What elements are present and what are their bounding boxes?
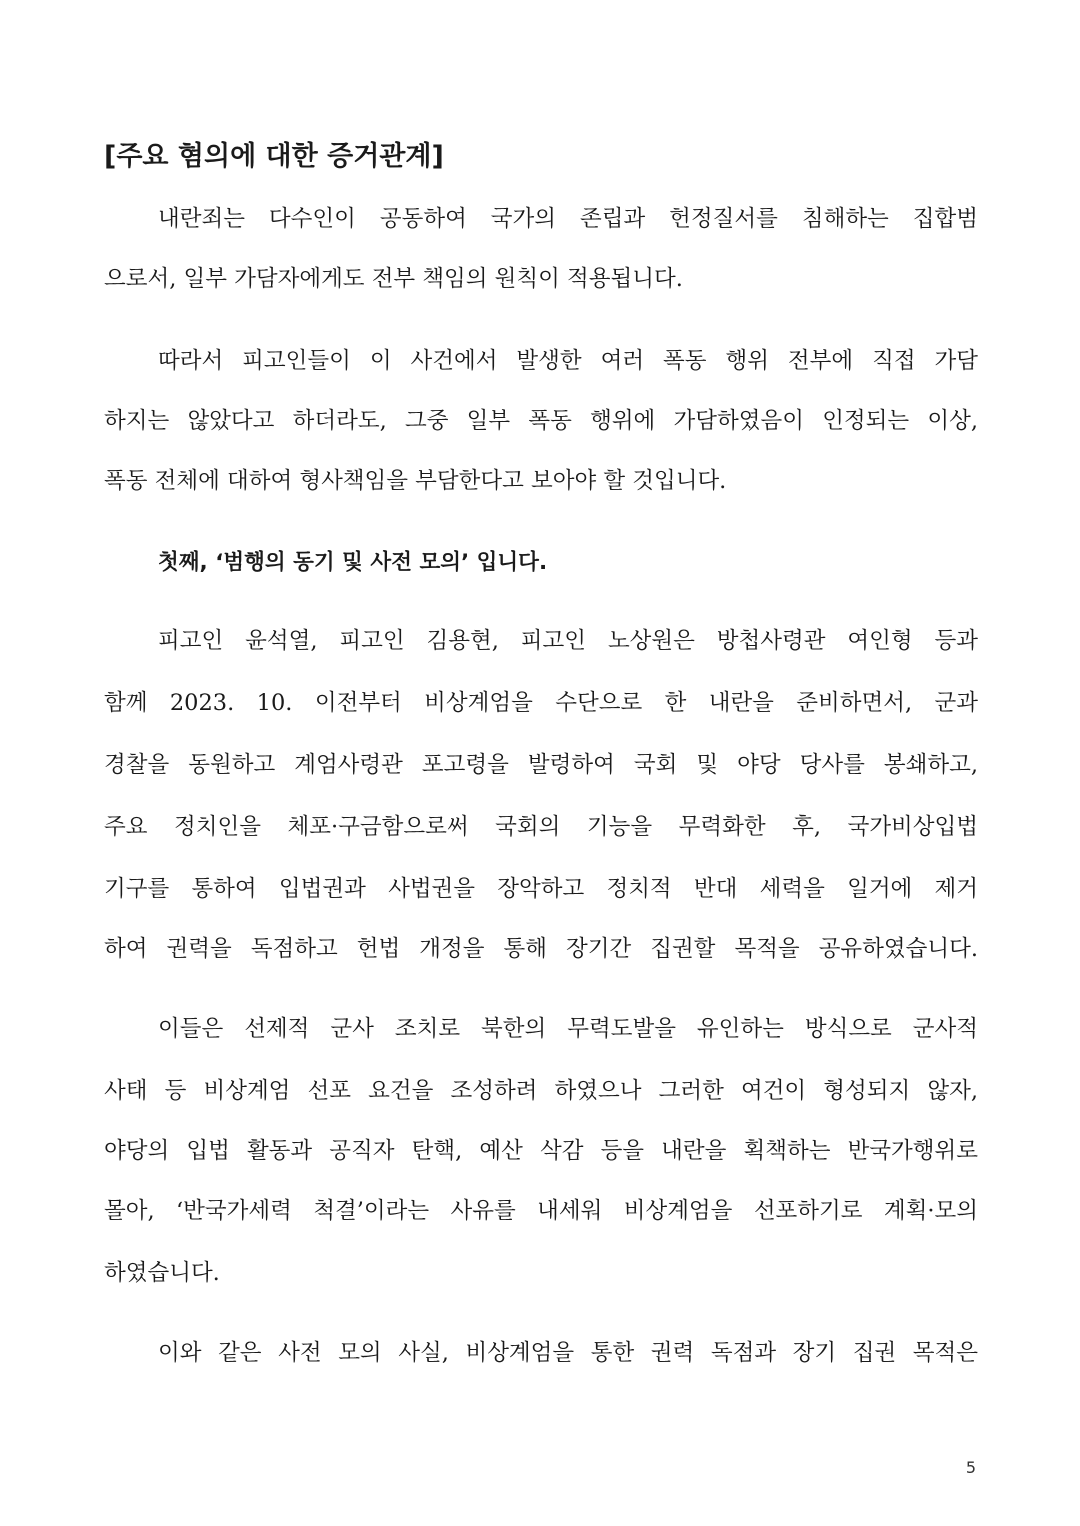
paragraph-line: 이들은 선제적 군사 조치로 북한의 무력도발을 유인하는 방식으로 군사적 [158,1016,978,1042]
paragraph-line: 으로서, 일부 가담자에게도 전부 책임의 원칙이 적용됩니다. [104,266,683,292]
subsection-heading: 첫째, ‘범행의 동기 및 사전 모의’ 입니다. [158,550,548,575]
paragraph-line: 이와 같은 사전 모의 사실, 비상계엄을 통한 권력 독점과 장기 집권 목적은 [158,1340,978,1366]
paragraph-line: 하지는 않았다고 하더라도, 그중 일부 폭동 행위에 가담하였음이 인정되는 이상, [104,408,978,434]
paragraph-line: 따라서 피고인들이 이 사건에서 발생한 여러 폭동 행위 전부에 직접 가담 [158,348,978,374]
paragraph-line: 하였습니다. [104,1260,220,1286]
paragraph-line: 사태 등 비상계엄 선포 요건을 조성하려 하였으나 그러한 여건이 형성되지 않자, [104,1078,978,1104]
section-heading: [주요 혐의에 대한 증거관계] [104,141,444,172]
paragraph-line: 기구를 통하여 입법권과 사법권을 장악하고 정치적 반대 세력을 일거에 제거 [104,876,978,902]
paragraph-line: 피고인 윤석열, 피고인 김용현, 피고인 노상원은 방첩사령관 여인형 등과 [158,628,978,654]
paragraph-line: 몰아, ‘반국가세력 척결’이라는 사유를 내세워 비상계엄을 선포하기로 계획·모의 [104,1198,978,1224]
paragraph-line: 폭동 전체에 대하여 형사책임을 부담한다고 보아야 할 것입니다. [104,468,727,494]
paragraph-line: 내란죄는 다수인이 공동하여 국가의 존립과 헌정질서를 침해하는 집합범 [158,206,978,232]
paragraph-line: 경찰을 동원하고 계엄사령관 포고령을 발령하여 국회 및 야당 당사를 봉쇄하고, [104,752,978,778]
page-number: 5 [965,1458,976,1477]
paragraph-line: 주요 정치인을 체포·구금함으로써 국회의 기능을 무력화한 후, 국가비상입법 [104,814,978,840]
paragraph-line: 하여 권력을 독점하고 헌법 개정을 통해 장기간 집권할 목적을 공유하였습니다. [104,936,978,962]
paragraph-line: 야당의 입법 활동과 공직자 탄핵, 예산 삭감 등을 내란을 획책하는 반국가행위로 [104,1138,978,1164]
paragraph-line: 함께 2023. 10. 이전부터 비상계엄을 수단으로 한 내란을 준비하면서, 군과 [104,690,978,716]
